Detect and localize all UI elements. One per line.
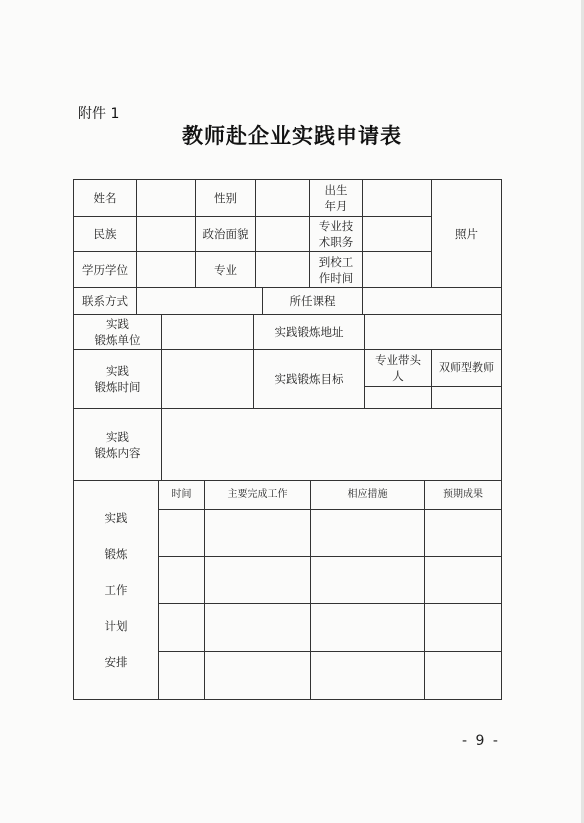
plan-header-measures: 相应措施 <box>310 480 425 510</box>
practice-address-field[interactable] <box>364 314 502 350</box>
political-status-label: 政治面貌 <box>195 216 256 252</box>
page-number <box>462 733 500 749</box>
practice-time-label: 实践 锻炼时间 <box>73 349 162 409</box>
practice-content-field[interactable] <box>161 408 502 481</box>
work-plan-label <box>73 480 159 700</box>
name-label: 姓名 <box>73 179 137 217</box>
practice-address-label: 实践锻炼地址 <box>253 314 365 350</box>
form-title: 教师赴企业实践申请表 <box>182 124 402 148</box>
birth-field[interactable] <box>362 179 432 217</box>
school-start-field[interactable] <box>362 251 432 288</box>
plan-cell-time[interactable] <box>158 603 205 652</box>
plan-cell-main-work[interactable] <box>204 603 311 652</box>
work-plan-label-line: 锻炼 <box>104 547 128 561</box>
education-field[interactable] <box>136 251 196 288</box>
course-field[interactable] <box>362 287 502 315</box>
plan-cell-measures[interactable] <box>310 509 425 557</box>
education-label: 学历学位 <box>73 251 137 288</box>
professional-title-label: 专业技 术职务 <box>309 216 363 252</box>
professional-title-field[interactable] <box>362 216 432 252</box>
plan-cell-measures[interactable] <box>310 556 425 604</box>
name-field[interactable] <box>136 179 196 217</box>
practice-time-field[interactable] <box>161 349 254 409</box>
political-status-field[interactable] <box>255 216 310 252</box>
plan-cell-main-work[interactable] <box>204 556 311 604</box>
course-label: 所任课程 <box>262 287 363 315</box>
plan-header-main-work: 主要完成工作 <box>204 480 311 510</box>
plan-cell-time[interactable] <box>158 509 205 557</box>
page-number-text: - 9 - <box>462 733 500 749</box>
attachment-label: 附件 1 <box>78 106 120 122</box>
double-teacher-label: 双师型教师 <box>431 349 502 387</box>
double-teacher-field[interactable] <box>431 386 502 409</box>
major-label: 专业 <box>195 251 256 288</box>
practice-content-label: 实践 锻炼内容 <box>73 408 162 481</box>
plan-cell-main-work[interactable] <box>204 651 311 700</box>
work-plan-label-line: 实践 <box>104 511 128 525</box>
plan-cell-time[interactable] <box>158 556 205 604</box>
leader-label: 专业带头 人 <box>364 349 432 387</box>
application-form <box>73 179 502 700</box>
plan-cell-expected[interactable] <box>424 556 502 604</box>
plan-cell-measures[interactable] <box>310 603 425 652</box>
practice-goal-label: 实践锻炼目标 <box>253 349 365 409</box>
major-field[interactable] <box>255 251 310 288</box>
gender-field[interactable] <box>255 179 310 217</box>
contact-field[interactable] <box>136 287 263 315</box>
ethnicity-label: 民族 <box>73 216 137 252</box>
plan-cell-measures[interactable] <box>310 651 425 700</box>
plan-cell-expected[interactable] <box>424 603 502 652</box>
ethnicity-field[interactable] <box>136 216 196 252</box>
work-plan-label-line: 安排 <box>104 655 128 669</box>
plan-cell-expected[interactable] <box>424 509 502 557</box>
practice-unit-label: 实践 锻炼单位 <box>73 314 162 350</box>
practice-unit-field[interactable] <box>161 314 254 350</box>
birth-label: 出生 年月 <box>309 179 363 217</box>
plan-cell-time[interactable] <box>158 651 205 700</box>
plan-cell-main-work[interactable] <box>204 509 311 557</box>
school-start-label: 到校工 作时间 <box>309 251 363 288</box>
contact-label: 联系方式 <box>73 287 137 315</box>
photo-box[interactable]: 照片 <box>431 179 502 288</box>
work-plan-label-line: 工作 <box>104 583 128 597</box>
work-plan-label-line: 计划 <box>104 619 128 633</box>
gender-label: 性别 <box>195 179 256 217</box>
plan-header-expected: 预期成果 <box>424 480 502 510</box>
plan-cell-expected[interactable] <box>424 651 502 700</box>
leader-field[interactable] <box>364 386 432 409</box>
plan-header-time: 时间 <box>158 480 205 510</box>
